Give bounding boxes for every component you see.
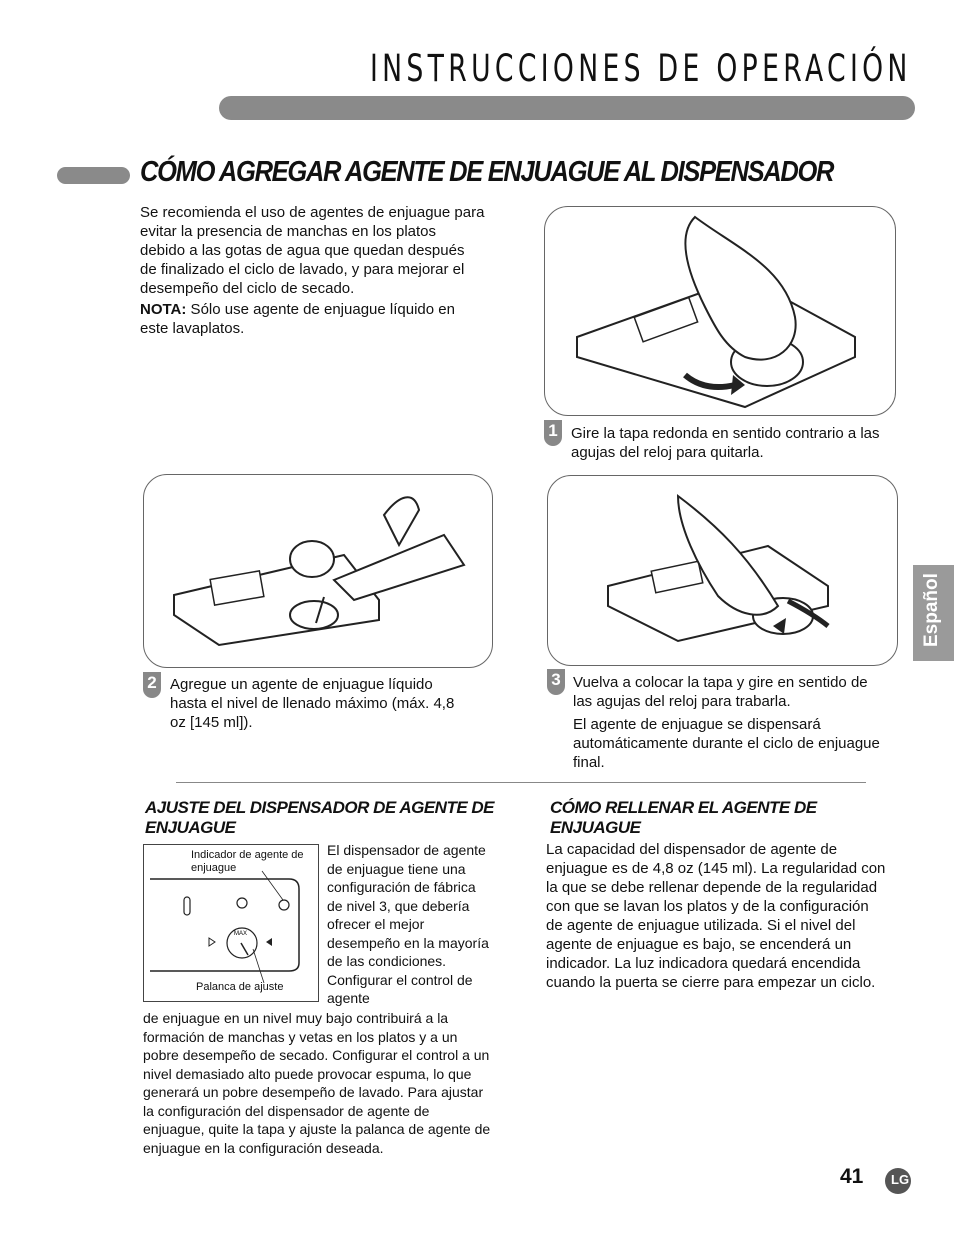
header-bar [219, 96, 915, 120]
step3-illustration [547, 475, 898, 666]
adjust-text-full: de enjuague en un nivel muy bajo contribuirá a la formación de manchas y vetas en los platos y a un pobre desempeño de secado. Configurar el control a un nivel demasiado alto puede provocar espuma, lo que generará un pobre desempeño de lavado. Para ajustar la configuración del dispensador de agente de enjuague, quite la tapa y ajuste la palanca de agente de enjuague en la configuración deseada. [143, 1010, 491, 1156]
language-tab: Español [913, 565, 954, 661]
note-label: NOTA: [140, 301, 187, 318]
step3-text-extra: El agente de enjuague se dispensará automáticamente durante el ciclo de enjuague final. [573, 716, 880, 771]
intro-paragraph: Se recomienda el uso de agentes de enjuague para evitar la presencia de manchas en los platos debido a las gotas de agua que quedan después de finalizado el ciclo de lavado, y para mejorar el desempeño del ciclo de secado. [140, 204, 485, 297]
intro-note [140, 300, 485, 338]
section-pill [57, 167, 130, 184]
max-label: MAX [234, 931, 248, 937]
step1-illustration [544, 206, 896, 416]
lg-logo-icon: LG [885, 1168, 911, 1194]
refill-text: La capacidad del dispensador de agente de enjuague es de 4,8 oz (145 ml). La regularidad con la que se debe rellenar depende de la regularidad con que se lavan los platos y de la configuración de agente de enjuague utilizada. Si el nivel del agente de enjuague es bajo, se encenderá un indicador. La luz indicadora quedará encendida cuando la puerta se cierre para empezar un ciclo. [546, 841, 886, 991]
step3-text: Vuelva a colocar la tapa y gire en sentido de las agujas del reloj para trabarla. [573, 674, 868, 710]
step2-text: Agregue un agente de enjuague líquido hasta el nivel de llenado máximo (máx. 4,8 oz [145 ml]). [170, 676, 455, 731]
step3-badge: 3 [547, 669, 565, 695]
step1-badge: 1 [544, 420, 562, 446]
step2-illustration [143, 474, 493, 668]
adjust-text-side: El dispensador de agente de enjuague tiene una configuración de fábrica de nivel 3, que debería ofrecer el mejor desempeño en la mayoría de las condiciones. Configurar el control de agente [327, 842, 489, 1006]
note-text: Sólo use agente de enjuague líquido en este lavaplatos. [140, 301, 455, 337]
indicator-label: Indicador de agente de enjuague [191, 849, 304, 874]
step2-badge: 2 [143, 672, 161, 698]
step1-text: Gire la tapa redonda en sentido contrario a las agujas del reloj para quitarla. [571, 425, 880, 461]
lever-label: Palanca de ajuste [196, 981, 284, 993]
adjust-diagram [143, 844, 319, 1002]
section-divider [176, 782, 866, 783]
page-number: 41 [840, 1165, 864, 1188]
refill-heading: CÓMO RELLENAR EL AGENTE DE ENJUAGUE [550, 798, 817, 837]
adjust-heading: AJUSTE DEL DISPENSADOR DE AGENTE DE ENJUAGUE [145, 798, 495, 837]
section-title: CÓMO AGREGAR AGENTE DE ENJUAGUE AL DISPENSADOR [140, 156, 834, 188]
page-header-title: INSTRUCCIONES DE OPERACIÓN [370, 47, 912, 90]
